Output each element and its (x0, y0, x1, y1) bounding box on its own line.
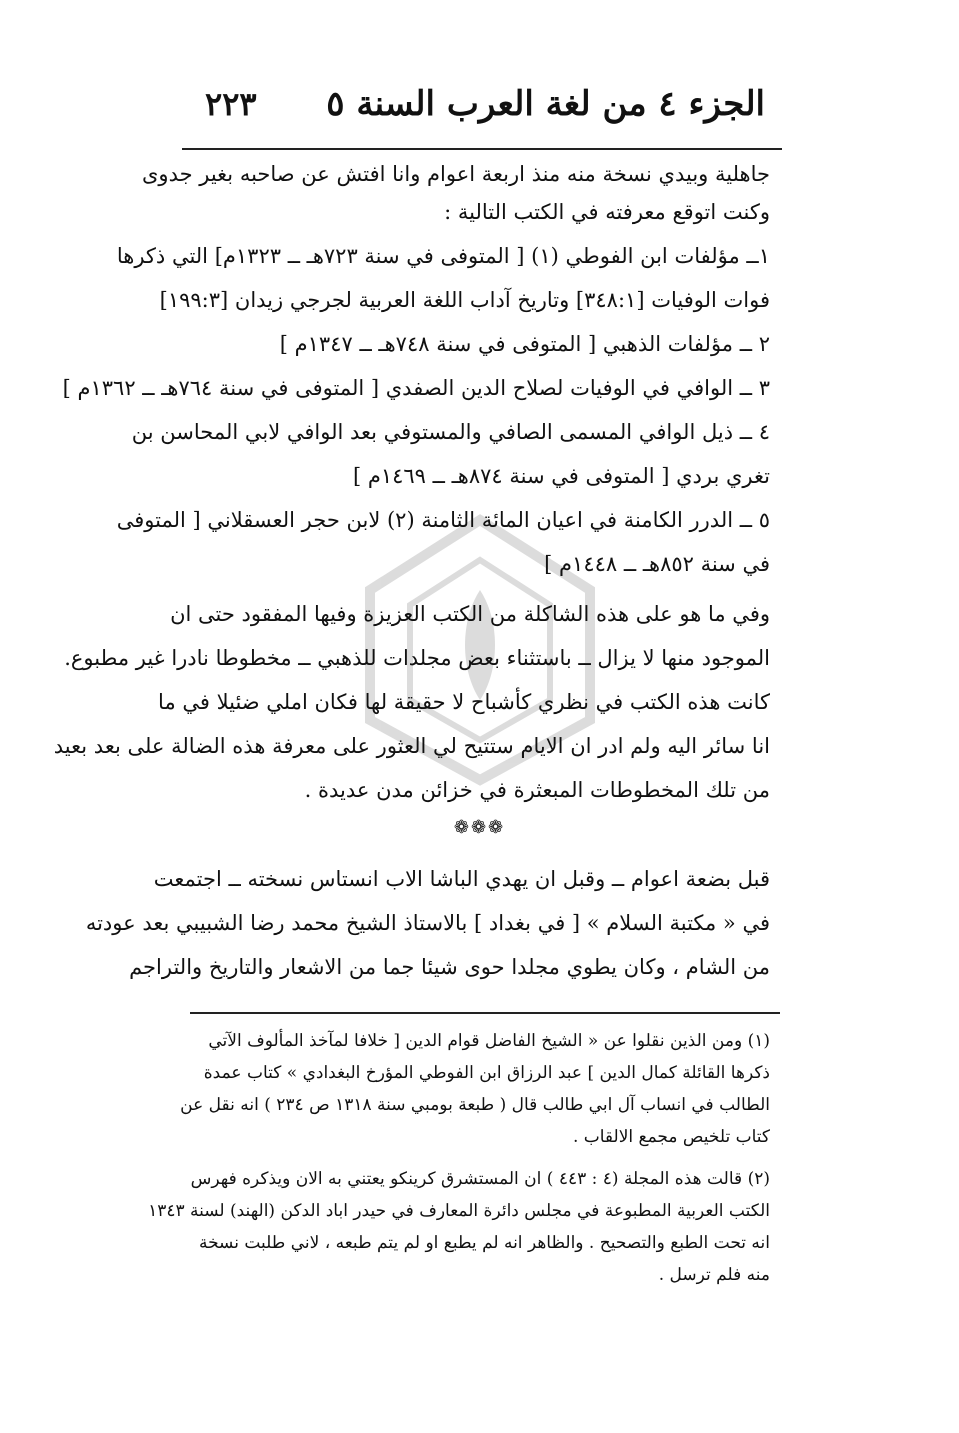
footnote-line: (٢) قالت هذه المجلة (٤ : ٤٤٣ ) ان المستشرق كرينكو يعتني به الان ويذكره فهرس (190, 1169, 770, 1189)
footnote-line: انه تحت الطبع والتصحيح . والظاهر انه لم يطبع او لم يتم طبعه ، لاني طلبت نسخة (198, 1233, 770, 1253)
list-item: ١ــ مؤلفات ابن الفوطي (١) [ المتوفى في سنة ٧٢٣هـ ــ ١٣٢٣م] التي ذكرها (116, 244, 770, 268)
text-line: وفي ما هو على هذه الشاكلة من الكتب العزيزة وفيها المفقود حتى ان (170, 602, 770, 626)
footnote-line: ذكرها القائلة كمال الدين ] عبد الرزاق ابن الفوطي المؤرخ البغدادي » كتاب عمدة (203, 1063, 770, 1083)
list-item: ٥ ــ الدرر الكامنة في اعيان المائة الثامنة (٢) لابن حجر العسقلاني [ المتوفى (116, 508, 770, 532)
main-text (53, 155, 770, 809)
page-header (205, 74, 765, 134)
text-line: الموجود منها لا يزال ــ باستثناء بعض مجلدات للذهبي ــ مخطوطا نادرا غير مطبوع. (64, 646, 770, 670)
footnote-line: كتاب تلخيص مجمع الالقاب . (572, 1127, 770, 1147)
text-line: من الشام ، وكان يطوي مجلدا حوى شيئا جما من الاشعار والتاريخ والتراجم (129, 955, 770, 979)
footnote-line: الكتب العربية المطبوعة في مجلس دائرة المعارف في حيدر اباد الدكن (الهند) لسنة ١٣٤٣ (148, 1201, 770, 1221)
running-title: الجزء ٤ من لغة العرب السنة ٥ (326, 84, 765, 124)
header-rule (182, 148, 782, 150)
text-line: من تلك المخطوطات المبعثرة في خزائن مدن عديدة . (304, 778, 770, 802)
footnote-rule (190, 1012, 780, 1014)
text-line: في « مكتبة السلام » [ في بغداد ] بالاستاذ الشيخ محمد رضا الشبيبي بعد عودته (85, 911, 770, 935)
list-item: ٢ ــ مؤلفات الذهبي [ المتوفى في سنة ٧٤٨هـ ــ ١٣٤٧م ] (279, 332, 770, 356)
text-line: وكنت اتوقع معرفته في الكتب التالية : (444, 200, 770, 224)
footnotes (148, 1025, 770, 1291)
text-line: جاهلية وبيدي نسخة منه منذ اربعة اعوام وانا افتش عن صاحبه بغير جدوى (141, 162, 770, 186)
text-line: تغري بردي [ المتوفى في سنة ٨٧٤هـ ــ ١٤٦٩م ] (352, 464, 770, 488)
main-text-section-2 (85, 860, 770, 986)
text-line: فوات الوفيات [٣٤٨:١] وتاريخ آداب اللغة العربية لجرجي زيدان [١٩٩:٣] (159, 288, 770, 312)
footnote-line: (١) ومن الذين نقلوا عن « الشيخ الفاضل قوام الدين [ خلافا لمآخذ المألوف الآتي (208, 1031, 770, 1051)
text-line: كانت هذه الكتب في نظري كأشباح لا حقيقة لها فكان املي ضئيلا في ما (158, 690, 770, 714)
footnote-line: الطالب في انساب آل ابي طالب قال ( طبعة بومبي سنة ١٣١٨ ص ٢٣٤ ) انه نقل عن (180, 1095, 770, 1115)
list-item: ٤ ــ ذيل الوافي المسمى الصافي والمستوفي بعد الوافي لابي المحاسن بن (131, 420, 770, 444)
list-item: ٣ ــ الوافي في الوفيات لصلاح الدين الصفدي [ المتوفى في سنة ٧٦٤هـ ــ ١٣٦٢م ] (62, 376, 770, 400)
footnote-line: منه فلم ترسل . (658, 1265, 770, 1285)
page-number: ٢٢٣ (205, 85, 257, 123)
text-line: قبل بضعة اعوام ــ وقبل ان يهدي الباشا الاب انستاس نسخته ــ اجتمعت (153, 867, 770, 891)
section-separator: ❁❁❁ (453, 817, 506, 838)
text-line: انا سائر اليه ولم ادر ان الايام ستتيح لي العثور على معرفة هذه الضالة على بعد بعيد (53, 734, 770, 758)
text-line: في سنة ٨٥٢هـ ــ ١٤٤٨م ] (544, 552, 770, 576)
